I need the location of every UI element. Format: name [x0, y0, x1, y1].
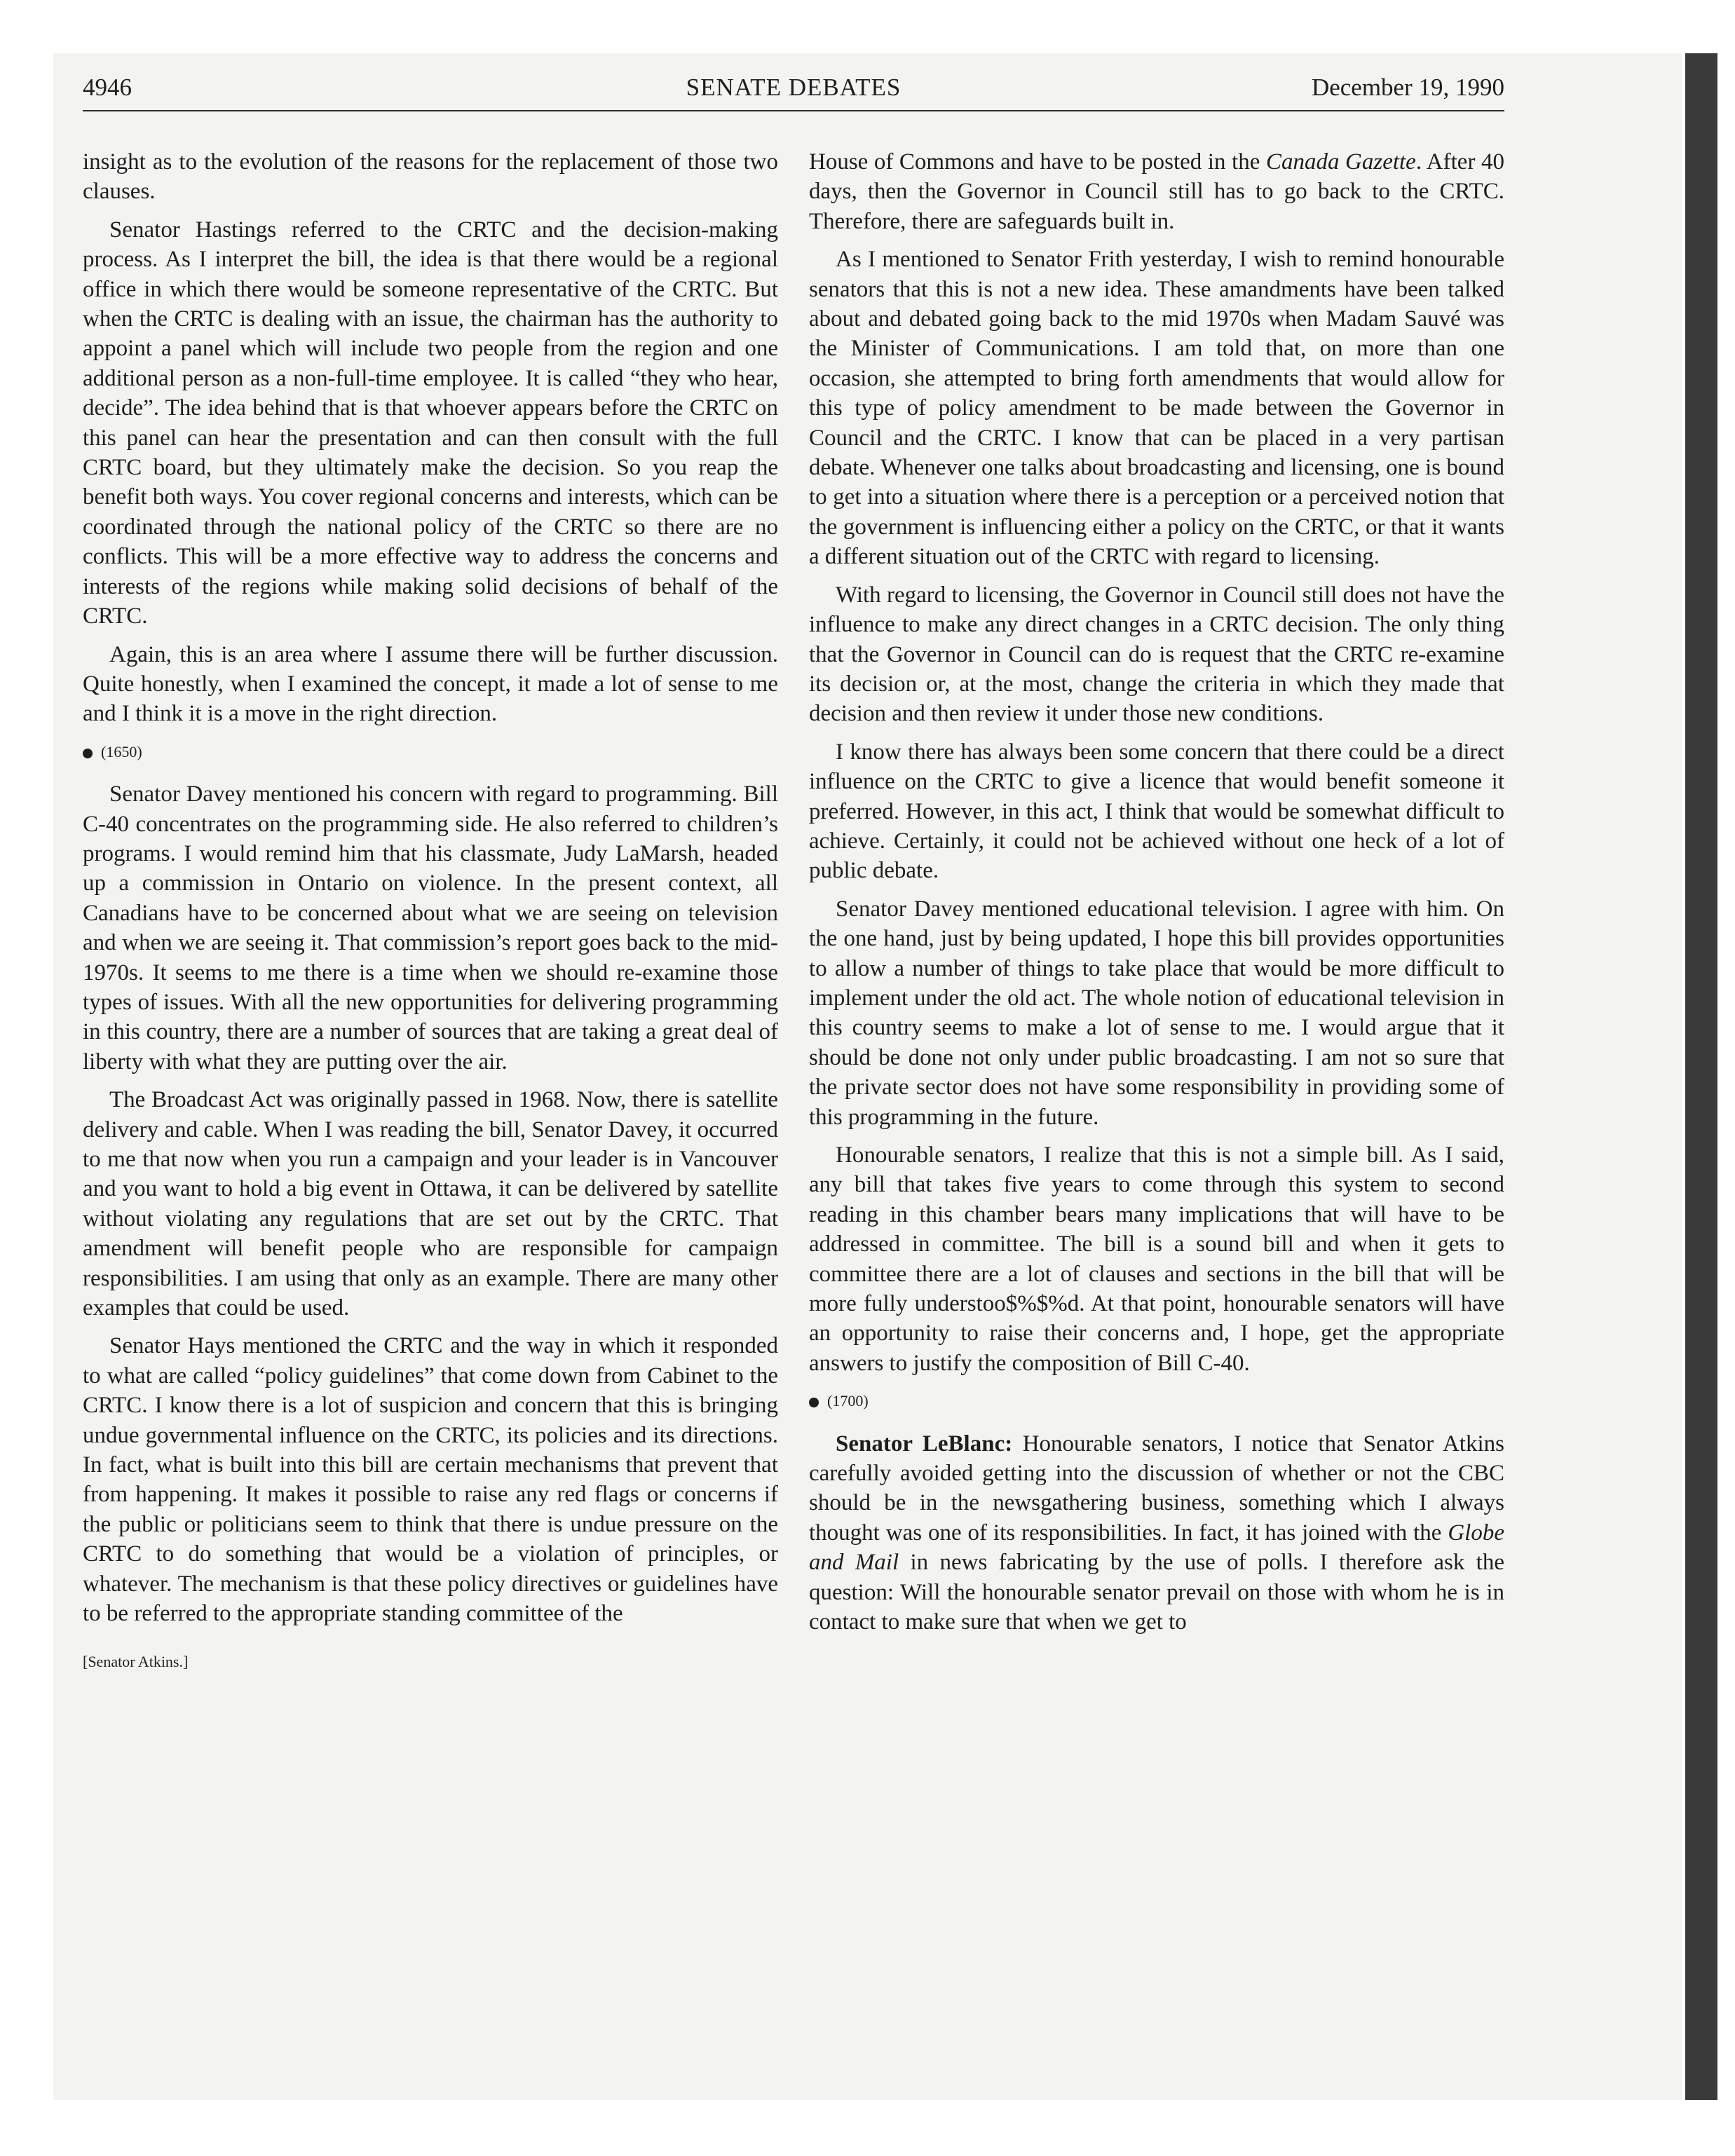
paragraph-text: . After 40 days, then the Governor in Council still has to go back to the CRTC. Therefore, there are safeguards built in. — [809, 149, 1504, 234]
paragraph: The Broadcast Act was originally passed in 1968. Now, there is satellite delivery and cable. When I was reading the bill, Senator Davey, it occurred to me that now when you run a campaign and your leader is in Vancouver and you want to hold a big event in Ottawa, it can be delivered by satellite without violating any regulations that are set out by the CRTC. That amendment will benefit people who are responsible for campaign responsibilities. I am using that only as an example. There are many other examples that could be used. — [83, 1087, 778, 1321]
page-number: 4946 — [83, 74, 132, 101]
time-marker — [809, 1386, 1504, 1416]
paragraph: Again, this is an area where I assume there will be further discussion. Quite honestly, when I examined the concept, it made a lot of sense to me and I think it is a move in the right direction. — [83, 641, 778, 727]
paragraph: insight as to the evolution of the reasons for the replacement of those two clauses. — [83, 149, 778, 205]
publication-name: Globe and Mail — [809, 1520, 1504, 1576]
paragraph-text: in news fabricating by the use of polls. I therefore ask the question: Will the honourable senator prevail on those with whom he is in contact to make sure that when we get to — [809, 1550, 1505, 1635]
scan-edge-bar — [1685, 53, 1717, 2100]
publication-date: December 19, 1990 — [1311, 74, 1504, 101]
paragraph: Senator Hays mentioned the CRTC and the way in which it responded to what are called “policy guidelines” that come down from Cabinet to the CRTC. I know there is a lot of suspicion and concern that this is bringing undue governmental influence on the CRTC, its policies and its directions. In fact, what is built into this bill are certain mechanisms that prevent that from happening. It makes it possible to raise any red flags or concerns if the public or politicians seem to think that there is undue pressure on the CRTC to do something that would be a violation of principles, or whatever. The mechanism is that these policy directives or guidelines have to be referred to the appropriate standing committee of the — [83, 1333, 778, 1627]
time-marker-label: (1650) — [101, 742, 142, 760]
paragraph: I know there has always been some concern that there could be a direct influence on the CRTC to give a licence that would benefit someone it preferred. However, in this act, I think that would be somewhat difficult to achieve. Certainly, it could not be achieved without one heck of a lot of public debate. — [809, 739, 1504, 884]
paragraph — [809, 147, 1504, 236]
paragraph: Senator Davey mentioned educational television. I agree with him. On the one hand, just by being updated, I hope this bill provides opportunities to allow a number of things to take place that would be more difficult to implement under the old act. The whole notion of educational television in this country seems to make a lot of sense to me. I would argue that it should be done not only under public broadcasting. I am not so sure that the private sector does not have some responsibility in providing some of this programming in the future. — [809, 896, 1504, 1130]
paragraph: Honourable senators, I realize that this is not a simple bill. As I said, any bill that takes five years to come through this system to second reading in this chamber bears many implications that will have to be addressed in committee. The bill is a sound bill and when it gets to committee there are a lot of clauses and sections in the bill that will be more fully understoo$%$%d. At that point, honourable senators will have an opportunity to raise their concerns and, I hope, get the appropriate answers to justify the composition of Bill C-40. — [809, 1142, 1504, 1376]
speaker-attribution: [Senator Atkins.] — [83, 1652, 189, 1670]
paragraph: As I mentioned to Senator Frith yesterday, I wish to remind honourable senators that this is not a new idea. These amandments have been talked about and debated going back to the mid 1970s when Madam Sauvé was the Minister of Communications. I am told that, on more than one occasion, she attempted to bring forth amendments that would allow for this type of policy amendment to be made between the Governor in Council and the CRTC. I know that can be placed in a very partisan debate. Whenever one talks about broadcasting and licensing, one is bound to get into a situation where there is a perception or a perceived notion that the government is influencing either a policy on the CRTC, or that it wants a different situation out of the CRTC with regard to licensing. — [809, 247, 1504, 570]
time-marker-label: (1700) — [827, 1392, 869, 1410]
page-header — [83, 74, 1504, 111]
time-marker — [83, 737, 778, 767]
paragraph — [809, 1429, 1504, 1637]
paragraph-text: Honourable senators, I notice that Senator Atkins carefully avoided getting into the discussion of whether or not the CBC should be in the newsgathering business, something which I always thought was one of its responsibilities. In fact, it has joined with the — [809, 1431, 1504, 1546]
paragraph: Senator Hastings referred to the CRTC and the decision-making process. As I interpret the bill, the idea is that there would be a regional office in which there would be someone representative of the CRTC. But when the CRTC is dealing with an issue, the chairman has the authority to appoint a panel which will include two people from the region and one additional person as a non-full-time employee. It is called “they who hear, decide”. The idea behind that is that whoever appears before the CRTC on this panel can hear the presentation and can then consult with the full CRTC board, but they ultimately make the decision. So you reap the benefit both ways. You cover regional concerns and interests, which can be coordinated through the national policy of the CRTC so there are no conflicts. This will be a more effective way to address the concerns and interests of the regions while making solid decisions of behalf of the CRTC. — [83, 217, 778, 629]
speaker-name: Senator LeBlanc: — [836, 1431, 1013, 1456]
bullet-icon — [83, 749, 93, 758]
left-column — [83, 147, 778, 1677]
paragraph: With regard to licensing, the Governor in Council still does not have the influence to make any direct changes in a CRTC decision. The only thing that the Governor in Council can do is request that the CRTC re-examine its decision or, at the most, change the criteria in which they made that decision and then review it under those new conditions. — [809, 582, 1504, 727]
paragraph-text: House of Commons and have to be posted in the — [809, 149, 1266, 175]
right-column — [809, 147, 1504, 1646]
paragraph: Senator Davey mentioned his concern with regard to programming. Bill C-40 concentrates on the programming side. He also referred to children’s programs. I would remind him that his classmate, Judy LaMarsh, headed up a commission in Ontario on violence. In the present context, all Canadians have to be concerned about what we are seeing on television and when we are seeing it. That commission’s report goes back to the mid-1970s. It seems to me there is a time when we should re-examine those types of issues. With all the new opportunities for delivering programming in this country, there are a number of sources that are taking a great deal of liberty with what they are putting over the air. — [83, 782, 778, 1074]
publication-name: Canada Gazette — [1265, 149, 1416, 175]
bullet-icon — [809, 1398, 819, 1407]
publication-title: SENATE DEBATES — [686, 74, 901, 101]
